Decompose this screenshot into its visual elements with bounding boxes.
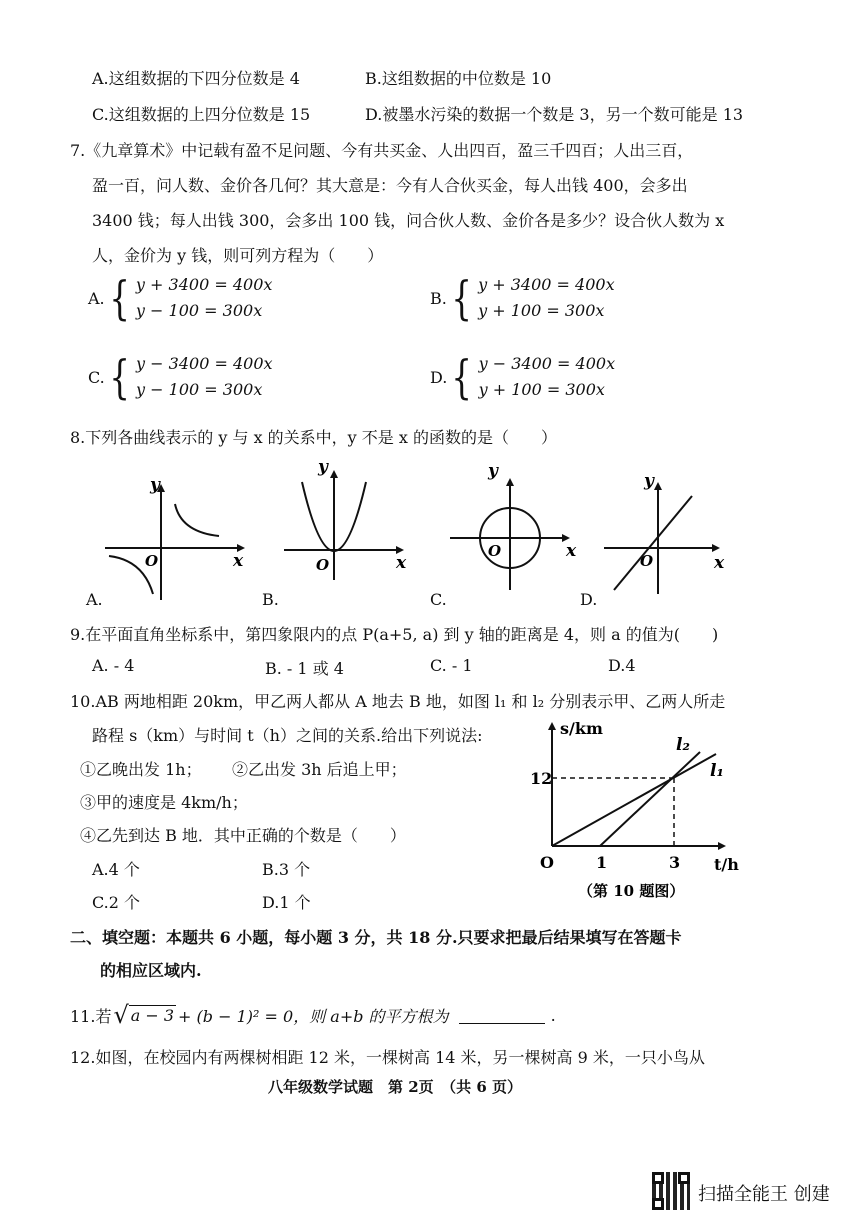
q8-label-c: C. [430, 590, 447, 609]
q11 [70, 1003, 556, 1027]
q10-line-2: 路程 s（km）与时间 t（h）之间的关系.给出下列说法: [92, 726, 483, 745]
q6-option-c: C.这组数据的上四分位数是 15 [92, 105, 311, 124]
q6-option-a: A.这组数据的下四分位数是 4 [92, 69, 300, 88]
q6-option-b: B.这组数据的中位数是 10 [365, 69, 552, 88]
equation: y + 100 = 300x [478, 301, 605, 320]
equation: y + 3400 = 400x [478, 275, 615, 294]
q9-option-d: D.4 [608, 656, 636, 675]
brace-icon: { [109, 271, 130, 325]
equation: y − 3400 = 400x [136, 354, 273, 373]
axis-x-label: x [233, 551, 244, 571]
q10-statement-1: ①乙晚出发 1h； [80, 760, 202, 779]
q7-line-2: 盈一百，问人数、金价各几何？其大意是：今有人合伙买金，每人出钱 400，会多出 [92, 176, 688, 195]
brace-icon: { [451, 350, 473, 404]
q9-stem: 9.在平面直角坐标系中，第四象限内的点 P(a+5, a) 到 y 轴的距离是 4，则 a 的值为( ) [70, 625, 719, 644]
equation: y − 100 = 300x [136, 380, 263, 399]
q10-statement-2: ②乙出发 3h 后追上甲； [232, 760, 407, 779]
equation: y − 100 = 300x [135, 301, 263, 320]
axis-x-label: x [714, 553, 725, 573]
q7-option-a [88, 272, 272, 324]
q7-option-b [430, 272, 615, 324]
graph-tick-3: 3 [669, 853, 681, 872]
arrow-icon [712, 544, 720, 552]
arrow-icon [506, 478, 514, 486]
option-label: B. [430, 288, 447, 308]
sqrt-expression [113, 1003, 176, 1027]
option-label: C. [88, 367, 105, 387]
curve [614, 496, 692, 590]
arrow-icon [654, 482, 662, 490]
origin-label: O [316, 556, 330, 574]
graph-tick-12: 12 [530, 769, 553, 788]
sqrt-icon: √ [113, 1001, 129, 1029]
q8-stem: 8.下列各曲线表示的 y 与 x 的关系中，y 不是 x 的函数的是（ ） [70, 428, 557, 447]
q11-middle: + (b − 1)² = 0，则 a+b 的平方根为 [178, 1006, 449, 1026]
axis-x-label: x [566, 541, 577, 561]
q8-graph-a [95, 470, 255, 610]
q8-graph-c [446, 464, 596, 594]
q8-label-d: D. [580, 590, 598, 609]
arrow-icon [718, 842, 726, 850]
graph-label-l1: l₁ [710, 761, 724, 781]
q9-option-a: A. - 4 [92, 656, 135, 675]
graph-caption: （第 10 题图） [578, 882, 685, 900]
q8-graph-d [598, 470, 738, 600]
axis-x-label: x [396, 553, 407, 573]
q8-graph-b [278, 456, 418, 586]
arrow-icon [330, 470, 338, 478]
qr-corner [678, 1172, 690, 1184]
qr-corner [652, 1198, 664, 1210]
q6-option-d: D.被墨水污染的数据一个数是 3，另一个数可能是 13 [365, 105, 744, 124]
q7-option-d [430, 351, 615, 403]
q11-suffix: . [550, 1005, 556, 1025]
q9-option-c: C. - 1 [430, 656, 473, 675]
q10-option-d: D.1 个 [262, 893, 311, 912]
q10-option-b: B.3 个 [262, 860, 311, 879]
answer-blank[interactable] [459, 1007, 545, 1024]
graph-ylabel: s/km [560, 719, 603, 738]
qr-code-icon [652, 1172, 690, 1210]
q10-option-c: C.2 个 [92, 893, 141, 912]
axis-y-label: y [318, 457, 328, 477]
qr-corner [652, 1172, 664, 1184]
section-2-line-1: 二、填空题：本题共 6 小题，每小题 3 分，共 18 分.只要求把最后结果填写在答题卡 [70, 928, 682, 947]
q8-label-a: A. [86, 590, 103, 609]
equation: y − 3400 = 400x [478, 354, 616, 373]
q11-prefix: 11.若 [70, 1006, 112, 1026]
line-l1 [552, 754, 716, 846]
origin-label: O [640, 552, 654, 570]
equation: y + 3400 = 400x [135, 275, 273, 294]
q9-option-b: B. - 1 或 4 [265, 659, 344, 678]
q7-line-1: 7.《九章算术》中记载有盈不足问题、今有共买金、人出四百，盈三千四百；人出三百， [70, 141, 694, 160]
q10-statement-3: ③甲的速度是 4km/h； [80, 793, 248, 812]
q10-line-1: 10.AB 两地相距 20km，甲乙两人都从 A 地去 B 地，如图 l₁ 和 l₂ 分别表示甲、乙两人所走 [70, 692, 726, 711]
axis-y-label: y [644, 471, 654, 491]
brace-icon: { [451, 271, 472, 325]
q8-label-b: B. [262, 590, 279, 609]
arrow-icon [548, 722, 556, 730]
graph-origin: O [540, 853, 554, 872]
q7-option-c [88, 351, 273, 403]
graph-label-l2: l₂ [676, 735, 690, 755]
q7-line-4: 人，金价为 y 钱，则可列方程为（ ） [92, 246, 384, 265]
q10-graph [530, 712, 750, 902]
option-label: A. [88, 288, 105, 308]
graph-tick-1: 1 [596, 853, 608, 872]
q10-option-a: A.4 个 [92, 860, 140, 879]
q10-statement-4: ④乙先到达 B 地．其中正确的个数是（ ） [80, 826, 406, 845]
axis-y-label: y [150, 475, 160, 495]
axis-y-label: y [488, 464, 498, 481]
watermark-text: 扫描全能王 创建 [698, 1184, 830, 1205]
q12-line-1: 12.如图，在校园内有两棵树相距 12 米，一棵树高 14 米，另一棵树高 9 米，一只小鸟从 [70, 1048, 705, 1067]
brace-icon: { [109, 350, 130, 404]
equation: y + 100 = 300x [478, 380, 605, 399]
sqrt-content: a − 3 [130, 1006, 175, 1025]
page-footer: 八年级数学试题 第 2页 （共 6 页） [268, 1078, 523, 1096]
origin-label: O [488, 542, 502, 560]
curve [175, 504, 219, 536]
section-2-line-2: 的相应区域内. [100, 961, 202, 980]
q7-line-3: 3400 钱；每人出钱 300，会多出 100 钱，问合伙人数、金价各是多少？设合伙人数为 x [92, 211, 725, 230]
option-label: D. [430, 367, 448, 387]
graph-xlabel: t/h [714, 855, 739, 874]
origin-label: O [145, 552, 159, 570]
line-l2 [600, 752, 700, 846]
